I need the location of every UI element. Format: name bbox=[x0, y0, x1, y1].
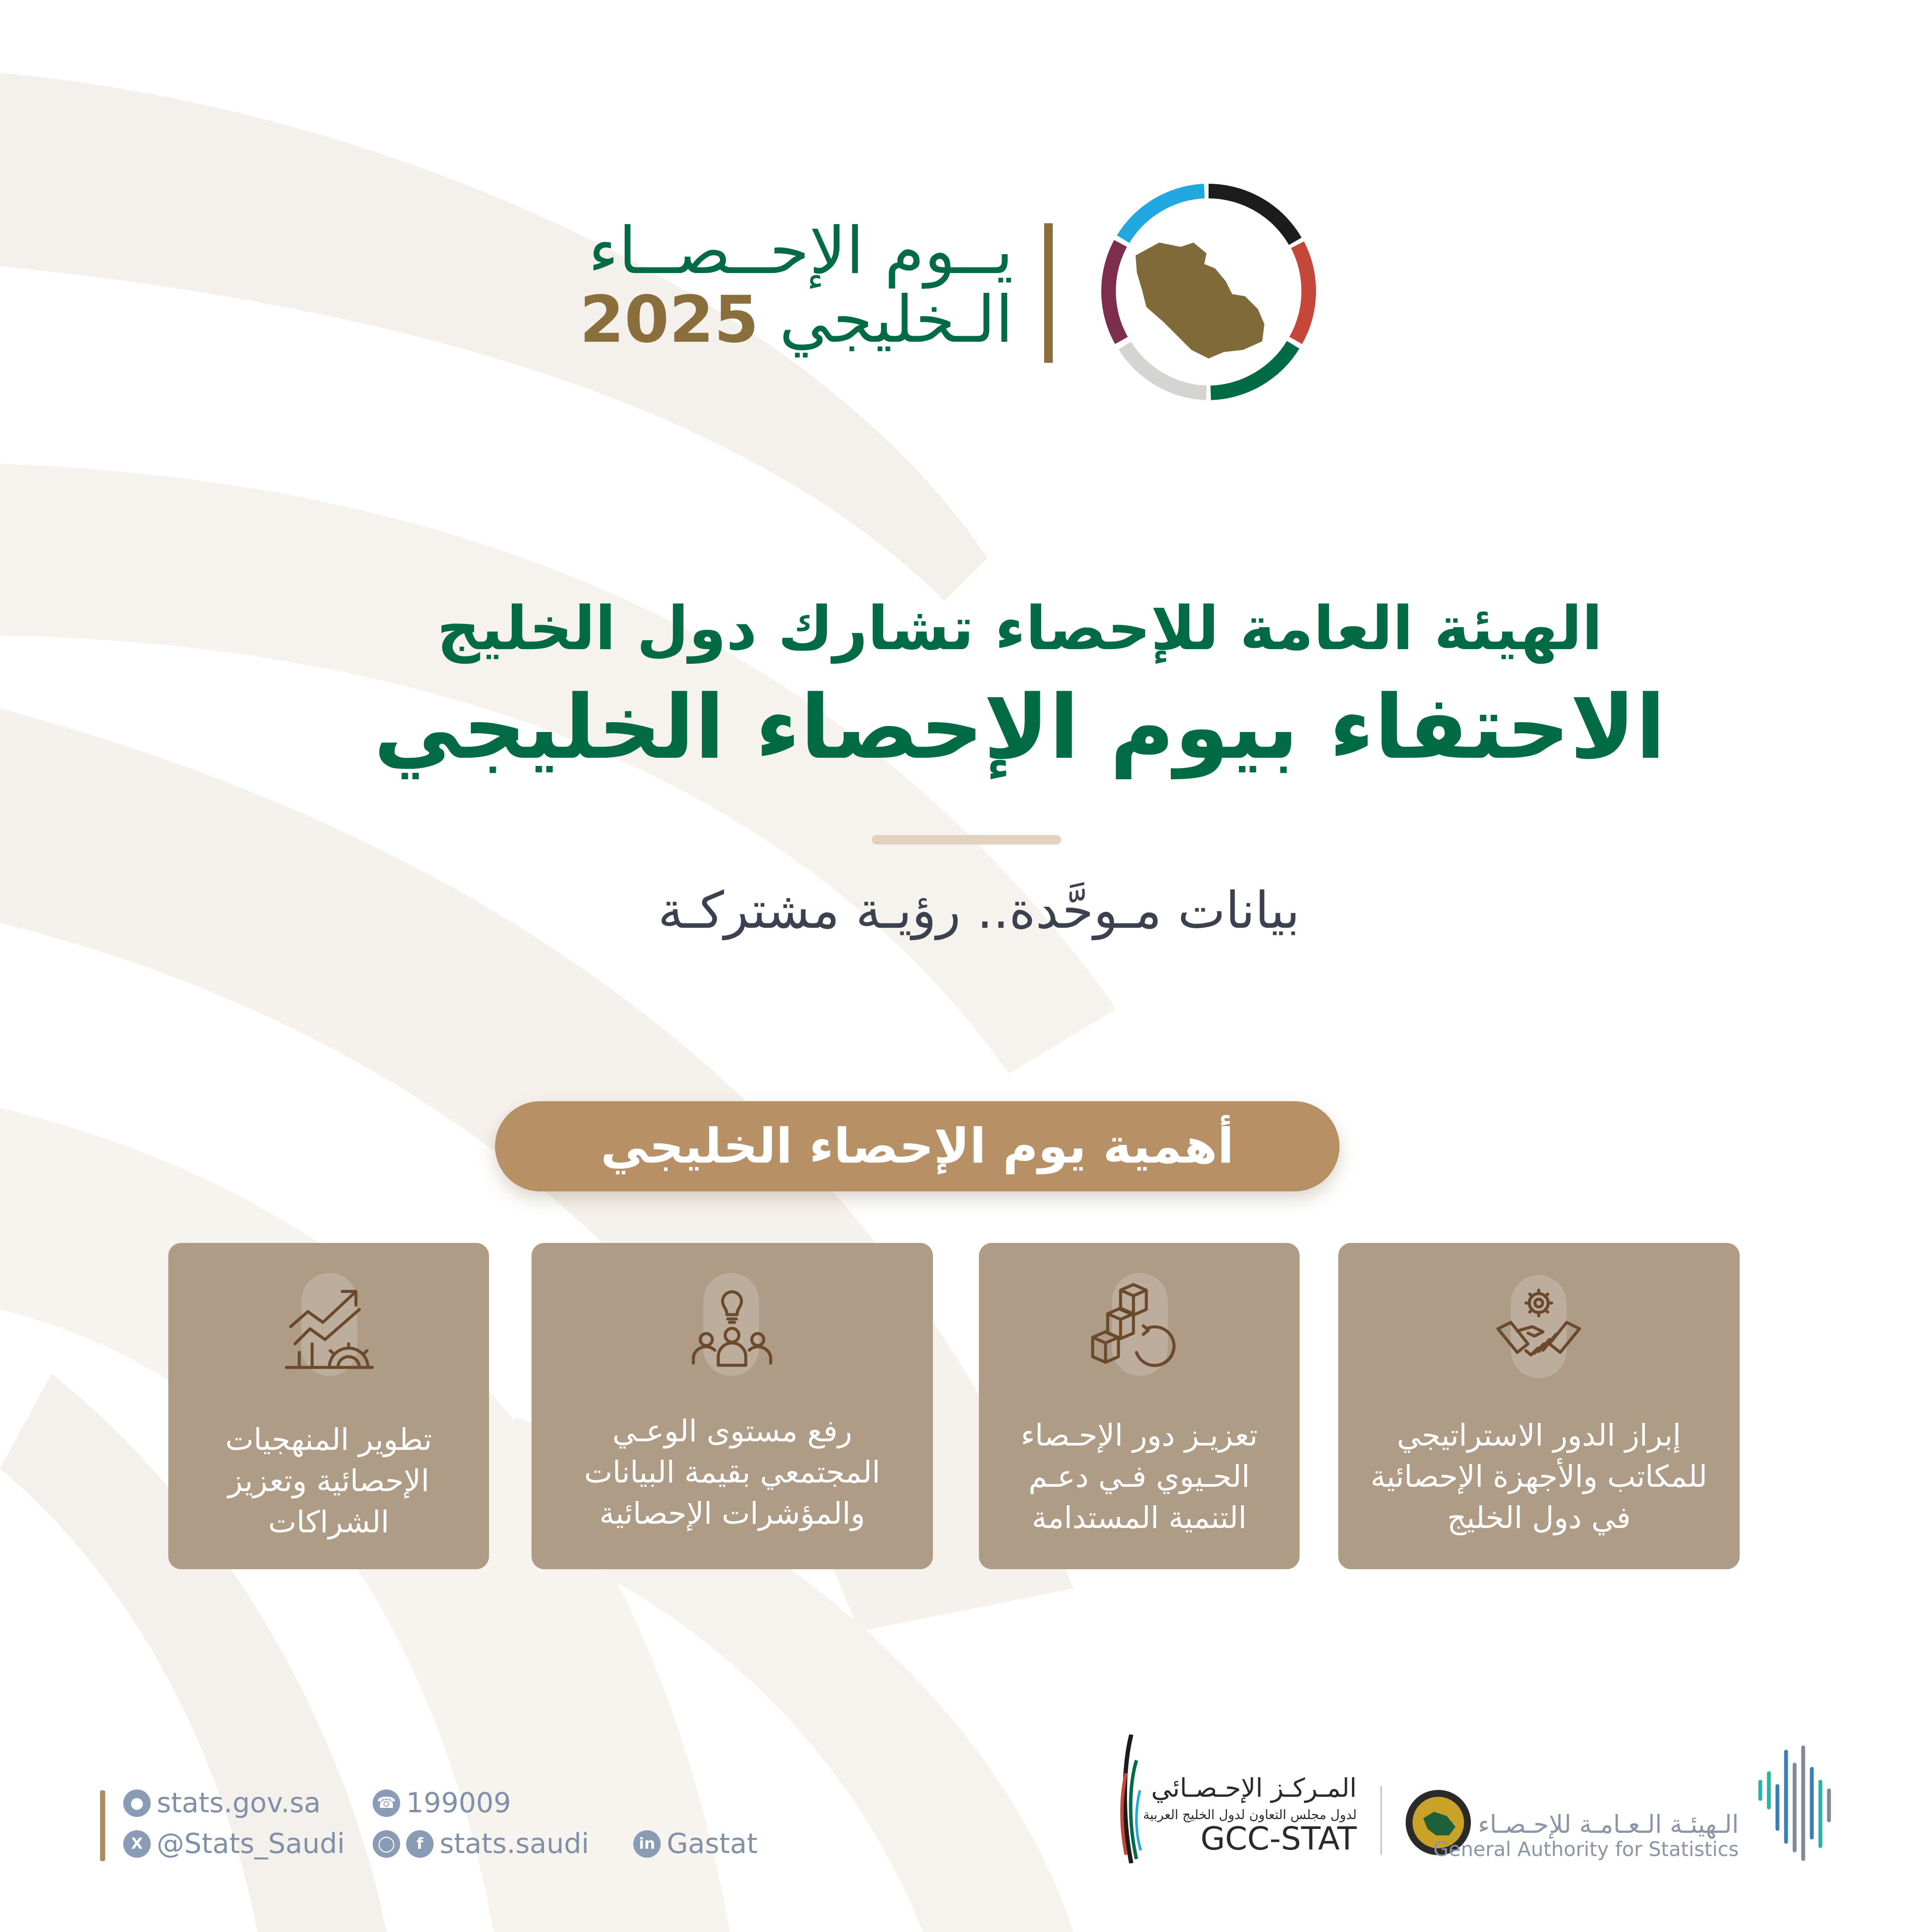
gulf-map-ring-icon bbox=[1095, 178, 1322, 406]
website-text: stats.gov.sa bbox=[157, 1787, 321, 1819]
logo-year: 2025 bbox=[579, 283, 759, 357]
gcc-stat-name-en: GCC-STAT bbox=[1200, 1820, 1357, 1857]
instagram-icon: ◯ bbox=[373, 1830, 400, 1858]
x-link[interactable] bbox=[123, 1827, 345, 1861]
gastat-bars-logo-icon bbox=[1756, 1743, 1838, 1863]
card-awareness bbox=[532, 1243, 933, 1569]
card-text-line3: والمؤشرات الإحصائية bbox=[599, 1496, 865, 1531]
x-icon: X bbox=[123, 1830, 151, 1858]
growth-gear-icon bbox=[282, 1279, 377, 1374]
gastat-name-ar: الـهيئـة الـعـامـة للإحـصـاء bbox=[1478, 1810, 1739, 1839]
card-vital-role bbox=[979, 1243, 1300, 1569]
tagline: بيانات مـوحَّدة.. رؤيـة مشتركـة bbox=[658, 881, 1300, 940]
section-title: أهمية يوم الإحصاء الخليجي bbox=[601, 1118, 1234, 1174]
card-text-line3: التنمية المستدامة bbox=[1032, 1500, 1247, 1535]
phone-link[interactable] bbox=[373, 1786, 511, 1820]
card-text-line2: للمكاتب والأجهزة الإحصائية bbox=[1370, 1459, 1707, 1494]
logo-title-line2 bbox=[580, 283, 1013, 356]
footer-accent-bar bbox=[100, 1790, 105, 1861]
card-text-line2: المجتمعي بقيمة البيانات bbox=[584, 1455, 881, 1490]
card-methodologies bbox=[168, 1243, 489, 1569]
social-text: stats.saudi bbox=[440, 1828, 589, 1860]
gcc-stat-name-ar: المـركـز الإحـصـائي bbox=[1151, 1773, 1357, 1803]
facebook-icon: f bbox=[406, 1830, 434, 1858]
globe-icon: ● bbox=[123, 1789, 151, 1817]
gastat-name-en: General Authority for Statistics bbox=[1433, 1838, 1739, 1861]
phone-icon: ☎ bbox=[373, 1789, 400, 1817]
card-text-line3: الشراكات bbox=[268, 1504, 389, 1540]
social-link[interactable] bbox=[373, 1827, 589, 1861]
people-lightbulb-icon bbox=[685, 1279, 779, 1374]
logo-title-word: الـخليجي bbox=[779, 283, 1013, 357]
phone-text: 199009 bbox=[406, 1787, 511, 1819]
headline-separator bbox=[872, 835, 1061, 844]
linkedin-link[interactable] bbox=[633, 1827, 758, 1861]
website-link[interactable] bbox=[123, 1786, 321, 1820]
card-text-line1: إبراز الدور الاستراتيجي bbox=[1397, 1418, 1681, 1453]
footer-divider bbox=[1380, 1786, 1382, 1855]
logo-divider bbox=[1044, 223, 1053, 363]
card-text-line2: الإحصائية وتعزيز bbox=[228, 1463, 429, 1498]
headline-line2: الاحتفاء بيوم الإحصاء الخليجي bbox=[374, 677, 1666, 779]
card-text-line1: رفع مستوى الوعـي bbox=[612, 1413, 852, 1449]
card-text-line2: الحـيوي فـي دعـم bbox=[1028, 1459, 1250, 1494]
card-text-line1: تعزيـز دور الإحـصاء bbox=[1021, 1418, 1258, 1453]
section-title-pill bbox=[495, 1101, 1340, 1191]
handshake-gear-icon bbox=[1492, 1279, 1586, 1374]
gcc-stat-mark-icon bbox=[1118, 1735, 1144, 1863]
logo-title-line1: يــوم الإحــصــاء bbox=[588, 214, 1013, 289]
card-text-line3: في دول الخليج bbox=[1447, 1500, 1631, 1535]
card-strategic-role bbox=[1338, 1243, 1740, 1569]
linkedin-icon: in bbox=[633, 1830, 661, 1858]
headline-line1: الهيئة العامة للإحصاء تشارك دول الخليج bbox=[437, 594, 1603, 664]
gcc-stat-subtitle: لدول مجلس التعاون لدول الخليج العربية bbox=[1143, 1807, 1357, 1823]
linkedin-text: Gastat bbox=[667, 1828, 758, 1860]
x-handle-text: @Stats_Saudi bbox=[157, 1828, 345, 1860]
card-text-line1: تطوير المنهجيات bbox=[225, 1422, 432, 1457]
cubes-cycle-icon bbox=[1088, 1279, 1183, 1374]
